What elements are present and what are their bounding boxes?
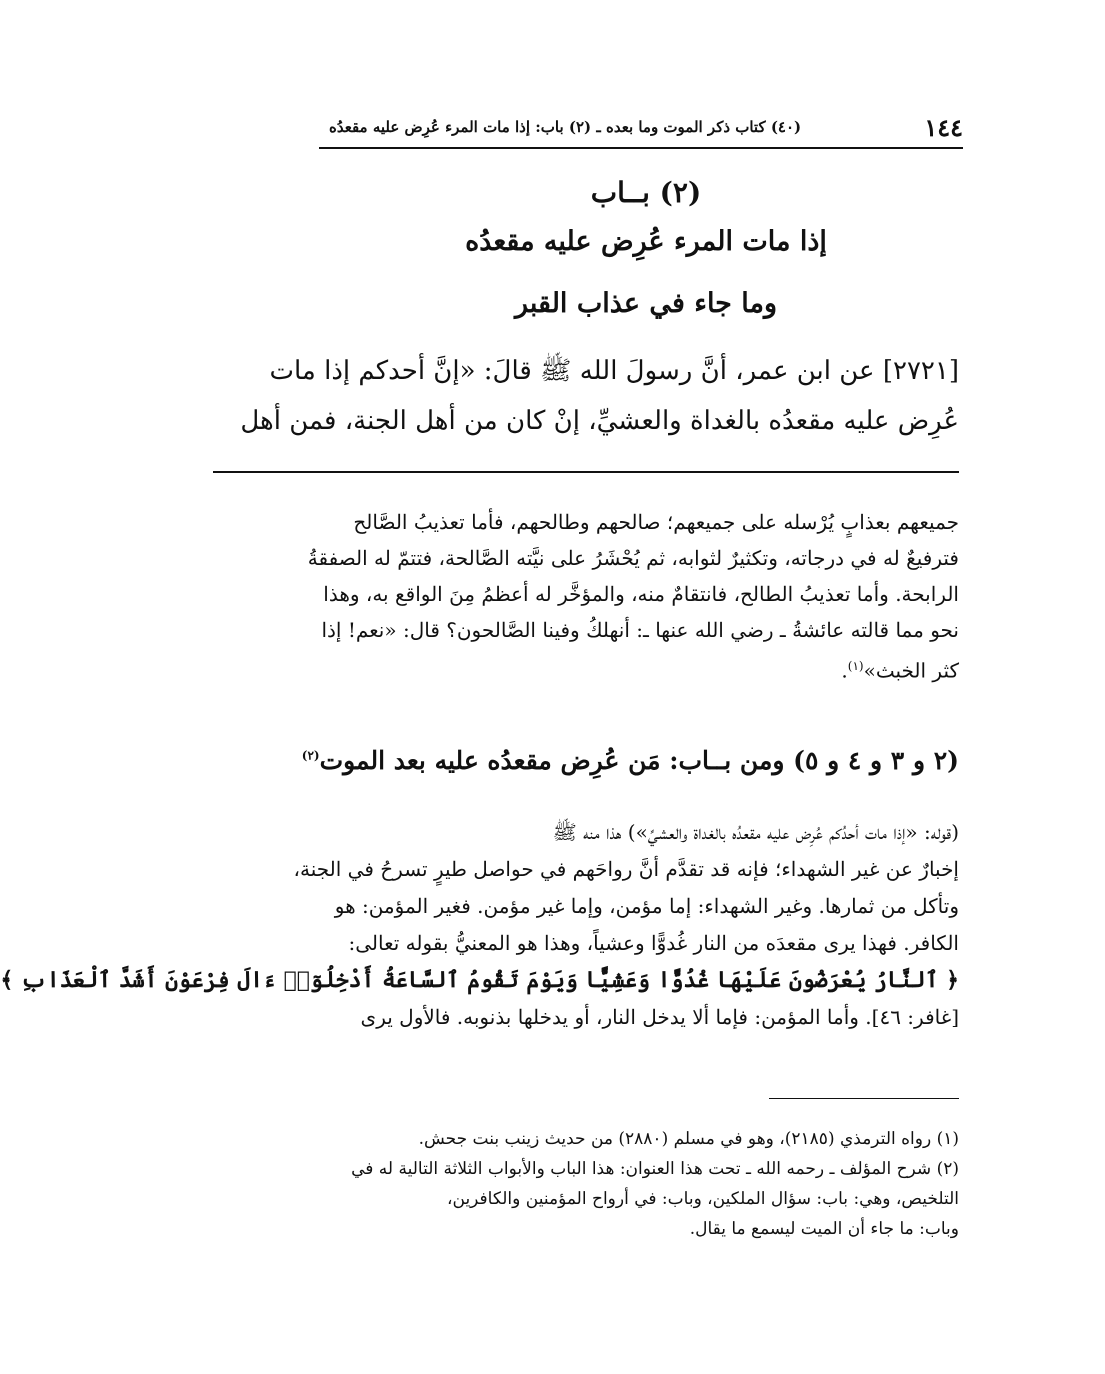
sharh-line: وتأكل من ثمارها. وغير الشهداء: إما مؤمن، وإما غير مؤمن. فغير المؤمن: هو [334, 894, 959, 918]
commentary-text [213, 504, 959, 689]
footnote-ref-1: (١) [847, 659, 864, 673]
commentary-last-end: . [841, 658, 848, 683]
footnote-rule [769, 1098, 959, 1099]
footnote-line: (٢) شرح المؤلف ـ رحمه الله ـ تحت هذا العنوان: هذا الباب والأبواب الثلاثة التالية له في [351, 1159, 959, 1179]
page-number: ١٤٤ [924, 112, 963, 142]
commentary-last-line [213, 648, 959, 689]
sharh-text [0, 814, 959, 1036]
chapter-label: (٢) بــاب [590, 176, 702, 209]
sharh-line: [غافر: ٤٦]. وأما المؤمن: فإما ألا يدخل النار، أو يدخلها بذنوبه. فالأول يرى [360, 1005, 959, 1029]
commentary-line: جميعهم بعذابٍ يُرْسله على جميعهم؛ صالحهم وطالحهم، فأما تعذيبُ الصَّالح [353, 510, 959, 534]
footnotes [213, 1124, 959, 1244]
header-rule [319, 147, 963, 149]
sharh-line: (قوله: «إذا مات أحدُكم عُرِض عليه مقعدُه بالغداة والعشيِّ») هذا منه ﷺ [552, 820, 959, 844]
sharh-line: الكافر. فهذا يرى مقعدَه من النار غُدوًّا وعشياً، وهذا هو المعنيُّ بقوله تعالى: [348, 931, 959, 955]
commentary-line: نحو مما قالته عائشةُ ـ رضي الله عنها ـ: أنهلكُ وفينا الصَّالحون؟ قال: «نعم! إذا [321, 618, 959, 642]
sharh-line: إخبارٌ عن غير الشهداء؛ فإنه قد تقدَّم أنَّ رواحَهم في حواصل طيرٍ تسرحُ في الجنة، [293, 857, 959, 881]
running-title: (٤٠) كتاب ذكر الموت وما بعده ـ (٢) باب: إذا مات المرء عُرِض عليه مقعدُه [329, 118, 802, 136]
footnote-line: (١) رواه الترمذي (٢١٨٥)، وهو في مسلم (٢٨٨٠) من حديث زينب بنت جحش. [418, 1129, 959, 1149]
quran-verse: ﴿ ٱلنَّارُ يُعْرَضُونَ عَلَيْهَا غُدُوًّا وَعَشِيًّا وَيَوْمَ تَقُومُ ٱلسَّاعَةُ أَدْخِلُوٓا۟ ءَالَ فِرْعَوْنَ أَشَدَّ ٱلْعَذَابِ ﴾ [0, 967, 959, 993]
page-header [329, 112, 963, 142]
hadith-line: عُرِض عليه مقعدُه بالغداة والعشيِّ، إنْ كان من أهل الجنة، فمن أهل [240, 406, 959, 436]
commentary-line: فترفيعٌ له في درجاته، وتكثيرٌ لثوابه، ثم يُحْشَرُ على نيَّته الصَّالحة، فتتمّ له الصفقةُ [307, 546, 959, 570]
section-heading [213, 746, 959, 775]
chapter-subtitle: وما جاء في عذاب القبر [515, 288, 777, 319]
footnote-line: وباب: ما جاء أن الميت ليسمع ما يقال. [689, 1219, 959, 1239]
commentary-last-text: كثر الخبث» [863, 658, 959, 683]
section-divider [213, 471, 959, 473]
hadith-line: [٢٧٢١] عن ابن عمر، أنَّ رسولَ الله ﷺ قالَ: «إنَّ أحدكم إذا مات [269, 356, 959, 386]
commentary-line: الرابحة. وأما تعذيبُ الطالح، فانتقامٌ منه، والمؤخَّر له أعظمُ مِنَ الواقع به، وهذا [323, 582, 959, 606]
hadith-text [213, 346, 959, 446]
footnote-line: التلخيص، وهي: باب: سؤال الملكين، وباب: في أرواح المؤمنين والكافرين، [447, 1189, 959, 1209]
chapter-title: إذا مات المرء عُرِض عليه مقعدُه [465, 226, 827, 257]
footnote-ref-2: (٢) [301, 748, 320, 763]
section-heading-text: (٢ و ٣ و ٤ و ٥) ومن بــاب: مَن عُرِض مقعدُه عليه بعد الموت [319, 746, 959, 775]
